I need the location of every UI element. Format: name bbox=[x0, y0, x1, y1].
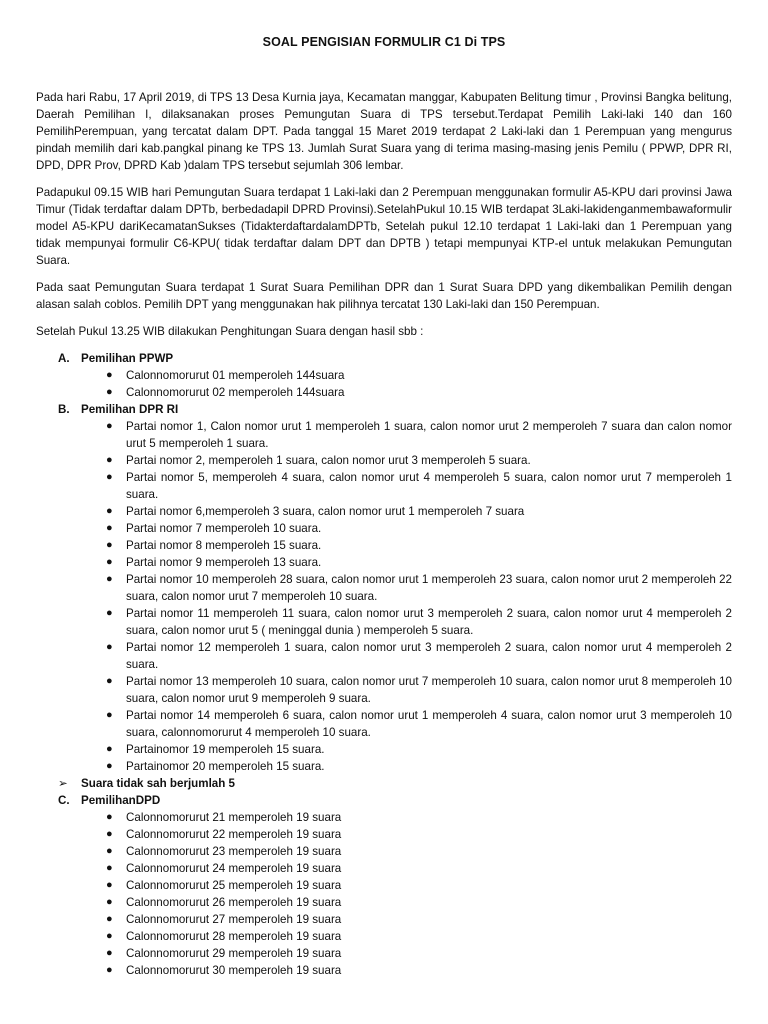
bullet-icon: ● bbox=[106, 556, 113, 568]
bullet-icon: ● bbox=[106, 709, 113, 721]
section-b-letter: B. bbox=[58, 403, 70, 416]
paragraph-voting-events: Padapukul 09.15 WIB hari Pemungutan Suara terdapat 1 Laki-laki dan 2 Perempuan menggunakan formulir A5-KPU dari provinsi Jawa Timur (Tidak terdaftar dalam DPTb, berbedadapil DPRD Provinsi).SetelahPukul 10.15 WIB terdapat 3Laki-lakidenganmembawaformulir model A5-KPU dariKecamatanSukses (TidakterdaftardalamDPTb, Setelah pukul 12.10 terdapat 1 Laki-laki dan 1 Perempuan yang tidak mempunyai formulir C6-KPU( tidak terdaftar dalam DPT dan DPTB ) tetapi mempunyai KTP-el untuk melakukan Pemungutan Suara. bbox=[36, 186, 732, 267]
list-item: ● Calonnomorurut 23 memperoleh 19 suara bbox=[106, 845, 342, 858]
bullet-icon: ● bbox=[106, 607, 113, 619]
list-item: ● Partai nomor 7 memperoleh 10 suara. bbox=[106, 522, 322, 535]
bullet-icon: ● bbox=[106, 505, 113, 517]
section-a-heading bbox=[36, 350, 732, 367]
list-item: ● Partainomor 20 memperoleh 15 suara. bbox=[106, 760, 325, 773]
list-item: ● Calonnomorurut 28 memperoleh 19 suara bbox=[106, 930, 342, 943]
list-item: ● Calonnomorurut 25 memperoleh 19 suara bbox=[106, 879, 342, 892]
list-item: ● Partai nomor 8 memperoleh 15 suara. bbox=[106, 539, 322, 552]
paragraph-count-intro: Setelah Pukul 13.25 WIB dilakukan Penghitungan Suara dengan hasil sbb : bbox=[36, 325, 424, 338]
bullet-icon: ● bbox=[106, 862, 113, 874]
bullet-icon: ● bbox=[106, 913, 113, 925]
list-item: ● Partai nomor 6,memperoleh 3 suara, calon nomor urut 1 memperoleh 7 suara bbox=[106, 505, 525, 518]
bullet-icon: ● bbox=[106, 454, 113, 466]
bullet-icon: ● bbox=[106, 811, 113, 823]
list-item: ● Partai nomor 2, memperoleh 1 suara, calon nomor urut 3 memperoleh 5 suara. bbox=[106, 454, 531, 467]
bullet-icon: ● bbox=[106, 947, 113, 959]
section-c-title: PemilihanDPD bbox=[81, 794, 161, 807]
section-c-list bbox=[36, 809, 732, 979]
list-item: ● Partai nomor 9 memperoleh 13 suara. bbox=[106, 556, 322, 569]
section-c-heading bbox=[36, 792, 732, 809]
bullet-icon: ● bbox=[106, 675, 113, 687]
arrow-bullet-icon: ➢ bbox=[58, 777, 68, 790]
bullet-icon: ● bbox=[106, 828, 113, 840]
section-c-letter: C. bbox=[58, 794, 70, 807]
list-item: ● Partai nomor 14 memperoleh 6 suara, calon nomor urut 1 memperoleh 4 suara, calon nomor urut 3 memperoleh 10 suara, calonnomorurut 4 memperoleh 10 suara. bbox=[106, 709, 732, 739]
list-item: ● Calonnomorurut 27 memperoleh 19 suara bbox=[106, 913, 342, 926]
section-a-title: Pemilihan PPWP bbox=[81, 352, 174, 365]
paragraph-intro: Pada hari Rabu, 17 April 2019, di TPS 13 Desa Kurnia jaya, Kecamatan manggar, Kabupaten Belitung timur , Provinsi Bangka belitung, Daerah Pemilihan I, dilaksanakan proses Pemungutan Suara di TPS tersebut.Terdapat Pemilih Laki-laki 140 dan 160 PemilihPerempuan, yang tercatat dalam DPT. Pada tanggal 15 Maret 2019 terdapat 2 Laki-laki dan 1 Perempuan yang mengurus pindah memilih dari kab.pangkal pinang ke TPS 13. Jumlah Surat Suara yang di terima masing-masing jenis Pemilu ( PPWP, DPR RI, DPD, DPR Prov, DPRD Kab )dalam TPS tersebut sejumlah 306 lembar. bbox=[36, 91, 732, 172]
list-item: ● Calonnomorurut 21 memperoleh 19 suara bbox=[106, 811, 342, 824]
section-b-title: Pemilihan DPR RI bbox=[81, 403, 179, 416]
bullet-icon: ● bbox=[106, 964, 113, 976]
paragraph-returned-ballots: Pada saat Pemungutan Suara terdapat 1 Surat Suara Pemilihan DPR dan 1 Surat Suara DPD yang dikembalikan Pemilih dengan alasan salah coblos. Pemilih DPT yang menggunakan hak pilihnya tercatat 130 Laki-laki dan 150 Perempuan. bbox=[36, 281, 732, 311]
invalid-votes-line bbox=[36, 775, 732, 792]
list-item: ● Partai nomor 10 memperoleh 28 suara, calon nomor urut 1 memperoleh 23 suara, calon nomor urut 2 memperoleh 22 suara, calon nomor urut 7 memperoleh 10 suara. bbox=[106, 573, 732, 603]
list-item: ● Calonnomorurut 30 memperoleh 19 suara bbox=[106, 964, 342, 977]
list-item: ● Partai nomor 5, memperoleh 4 suara, calon nomor urut 4 memperoleh 5 suara, calon nomor urut 7 memperoleh 1 suara. bbox=[106, 471, 732, 501]
bullet-icon: ● bbox=[106, 386, 113, 398]
list-item: ● Calonnomorurut 02 memperoleh 144suara bbox=[106, 386, 345, 399]
bullet-icon: ● bbox=[106, 896, 113, 908]
bullet-icon: ● bbox=[106, 369, 113, 381]
bullet-icon: ● bbox=[106, 930, 113, 942]
bullet-icon: ● bbox=[106, 879, 113, 891]
bullet-icon: ● bbox=[106, 760, 113, 772]
list-item: ● Partai nomor 1, Calon nomor urut 1 memperoleh 1 suara, calon nomor urut 2 memperoleh 7 suara dan calon nomor urut 5 memperoleh 1 suara. bbox=[106, 420, 732, 450]
bullet-icon: ● bbox=[106, 641, 113, 653]
bullet-icon: ● bbox=[106, 845, 113, 857]
bullet-icon: ● bbox=[106, 539, 113, 551]
section-b-heading bbox=[36, 401, 732, 418]
list-item: ● Partai nomor 11 memperoleh 11 suara, calon nomor urut 3 memperoleh 2 suara, calon nomor urut 4 memperoleh 2 suara, calon nomor urut 5 ( meninggal dunia ) memperoleh 5 suara. bbox=[106, 607, 732, 637]
list-item: ● Calonnomorurut 26 memperoleh 19 suara bbox=[106, 896, 342, 909]
invalid-votes-text: Suara tidak sah berjumlah 5 bbox=[81, 777, 235, 790]
bullet-icon: ● bbox=[106, 573, 113, 585]
document-title: SOAL PENGISIAN FORMULIR C1 Di TPS bbox=[262, 35, 506, 49]
section-b-list bbox=[36, 418, 732, 775]
list-item: ● Partai nomor 13 memperoleh 10 suara, calon nomor urut 7 memperoleh 10 suara, calon nomor urut 8 memperoleh 10 suara, calon nomor urut 9 memperoleh 9 suara. bbox=[106, 675, 732, 705]
list-item: ● Calonnomorurut 01 memperoleh 144suara bbox=[106, 369, 345, 382]
section-a-list bbox=[36, 367, 732, 401]
section-a-letter: A. bbox=[58, 352, 70, 365]
list-item: ● Calonnomorurut 29 memperoleh 19 suara bbox=[106, 947, 342, 960]
bullet-icon: ● bbox=[106, 420, 113, 432]
list-item: ● Calonnomorurut 22 memperoleh 19 suara bbox=[106, 828, 342, 841]
list-item: ● Partainomor 19 memperoleh 15 suara. bbox=[106, 743, 325, 756]
bullet-icon: ● bbox=[106, 522, 113, 534]
list-item: ● Partai nomor 12 memperoleh 1 suara, calon nomor urut 3 memperoleh 2 suara, calon nomor urut 4 memperoleh 2 suara. bbox=[106, 641, 732, 671]
bullet-icon: ● bbox=[106, 471, 113, 483]
bullet-icon: ● bbox=[106, 743, 113, 755]
list-item: ● Calonnomorurut 24 memperoleh 19 suara bbox=[106, 862, 342, 875]
